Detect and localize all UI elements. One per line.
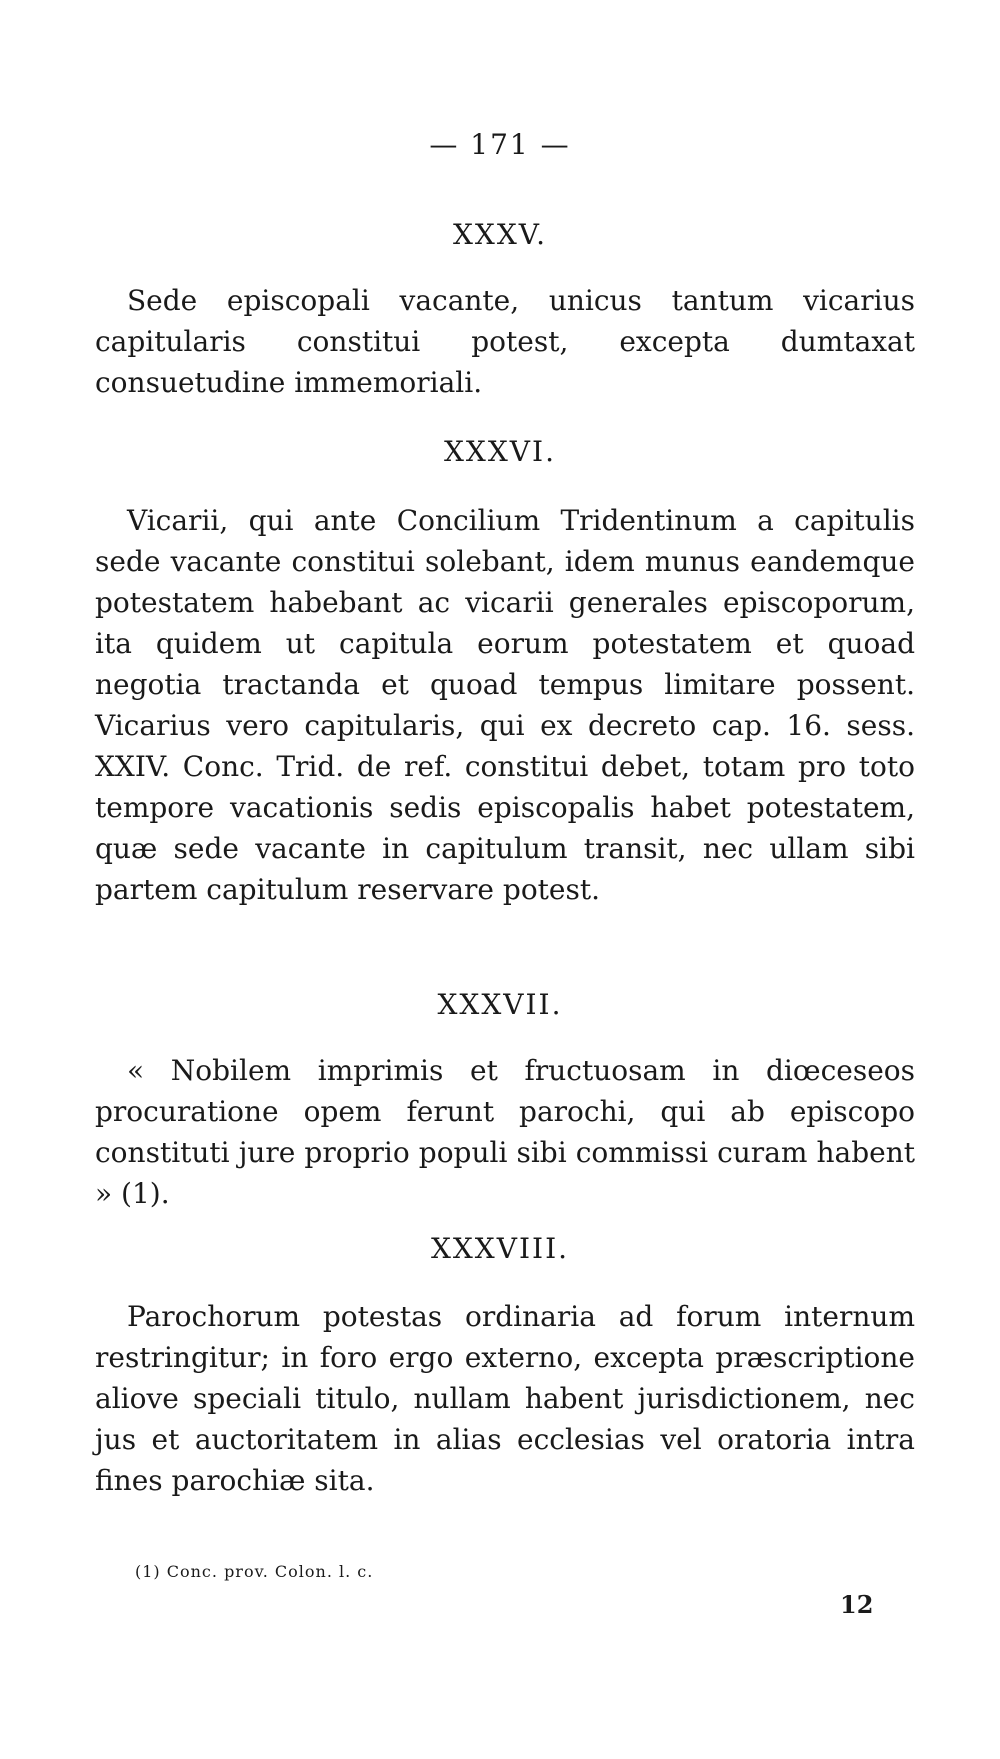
- section-text-xxxv: [95, 280, 915, 403]
- section-heading-xxxviii: XXXVIII.: [430, 1232, 570, 1265]
- section-text-xxxviii: [95, 1296, 915, 1501]
- section-text-xxxvii: [95, 1050, 915, 1214]
- section-heading-xxxvii: XXXVII.: [437, 988, 563, 1021]
- section-heading-xxxvi: XXXVI.: [444, 435, 556, 468]
- section-text: Parochorum potestas ordinaria ad forum internum restringitur; in foro ergo externo, excepta præscriptione aliove speciali titulo, nullam habent jurisdictionem, nec jus et auctoritatem in alias ecclesias vel oratoria intra fines parochiæ sita.: [95, 1300, 915, 1497]
- running-header: — 171 —: [429, 128, 571, 161]
- section-text: « Nobilem imprimis et fructuosam in diœceseos procuratione opem ferunt parochi, qui ab episcopo constituti jure proprio populi sibi commissi curam habent » (1).: [95, 1054, 915, 1210]
- signature-mark: 12: [840, 1590, 874, 1619]
- section-text: Sede episcopali vacante, unicus tantum vicarius capitularis constitui potest, excepta dumtaxat consuetudine immemoriali.: [95, 284, 915, 399]
- section-text-xxxvi: [95, 500, 915, 910]
- section-text: Vicarii, qui ante Concilium Tridentinum a capitulis sede vacante constitui solebant, idem munus eandemque potestatem habebant ac vicarii generales episcoporum, ita quidem ut capitula eorum potestatem et quoad negotia tractanda et quoad tempus limitare possent. Vicarius vero capitularis, qui ex decreto cap. 16. sess. XXIV. Conc. Trid. de ref. constitui debet, totam pro toto tempore vacationis sedis episcopalis habet potestatem, quæ sede vacante in capitulum transit, nec ullam sibi partem capitulum reservare potest.: [95, 504, 915, 906]
- footnote: (1) Conc. prov. Colon. l. c.: [135, 1562, 374, 1581]
- section-heading-xxxv: XXXV.: [452, 218, 548, 251]
